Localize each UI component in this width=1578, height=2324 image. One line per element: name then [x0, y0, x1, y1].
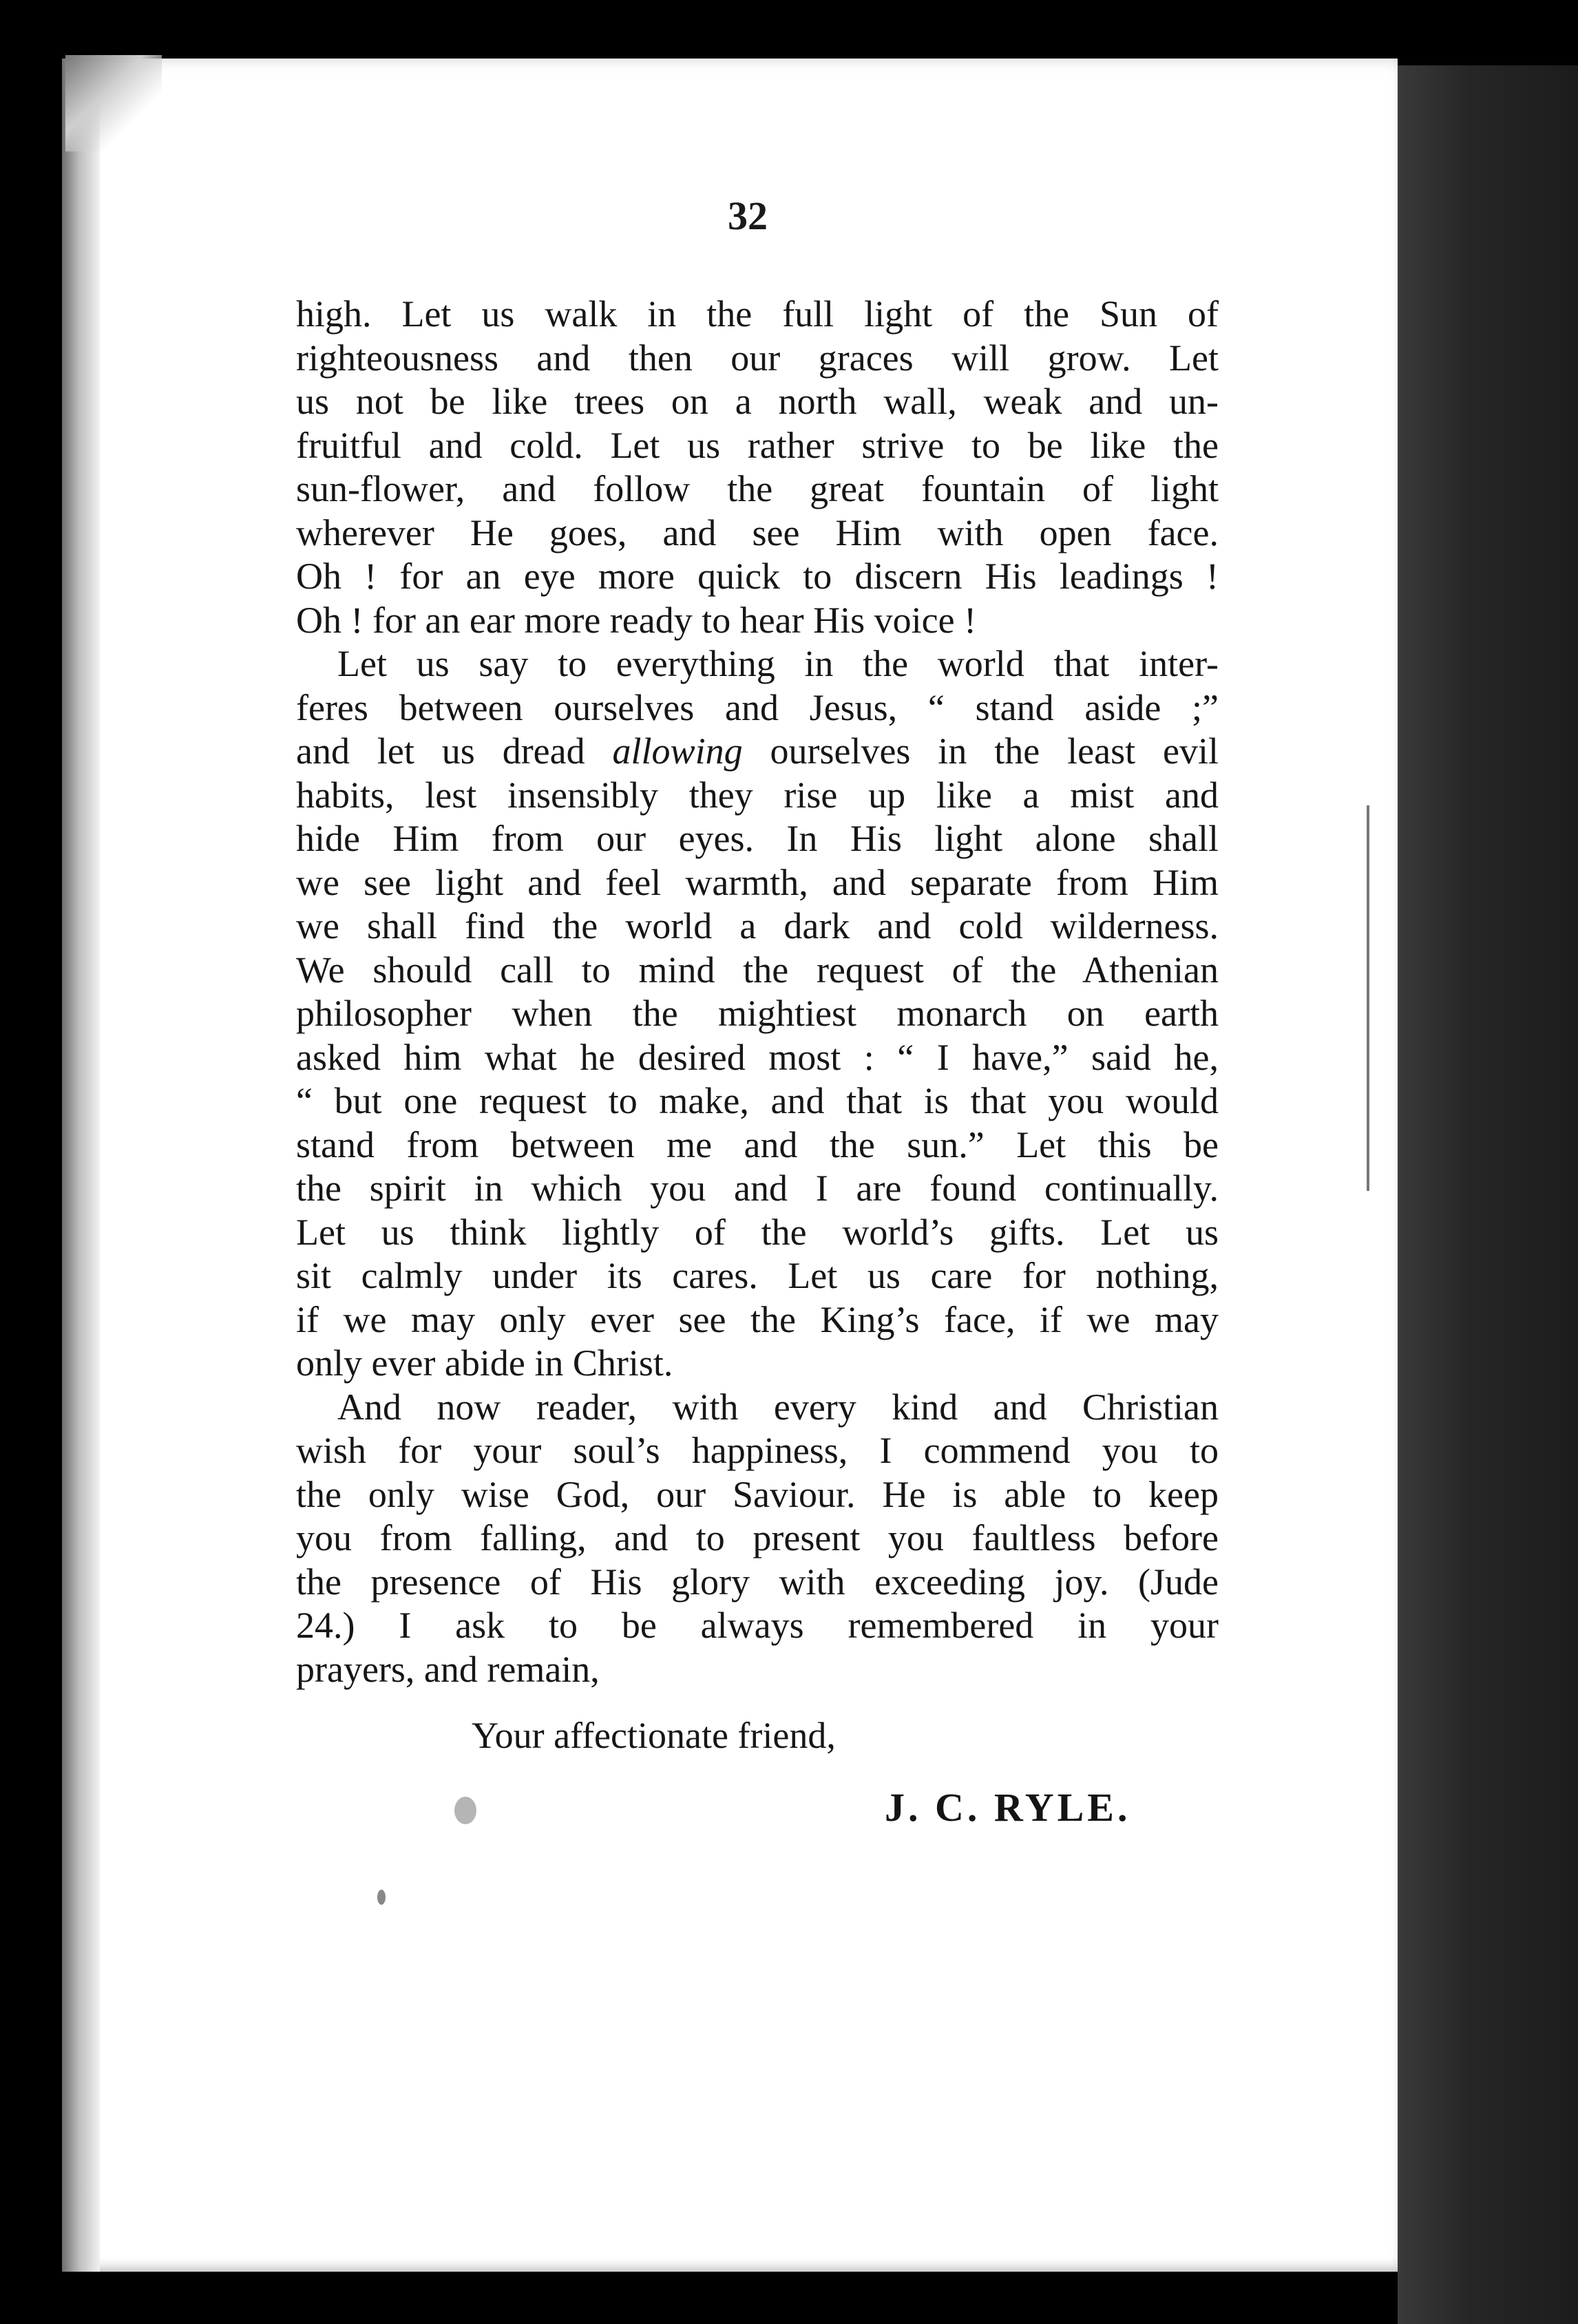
text-line: stand from between me and the sun.” Let this be — [296, 1123, 1219, 1165]
text-line: the spirit in which you and I are found continually. — [296, 1168, 1219, 1209]
text-line: We should call to mind the request of the Athenian — [296, 949, 1219, 991]
text-line: habits, lest insensibly they rise up like a mist and — [296, 774, 1219, 816]
page-number: 32 — [728, 193, 768, 238]
text-line: feres between ourselves and Jesus, “ stand aside ;” — [296, 686, 1219, 728]
paper-speck — [454, 1797, 476, 1824]
text-line: Oh ! for an eye more quick to discern His leadings ! — [296, 556, 1219, 597]
text-line: hide Him from our eyes. In His light alone shall — [296, 818, 1219, 859]
text-line: fruitful and cold. Let us rather strive to be like the — [296, 424, 1219, 466]
text-line: only ever abide in Christ. — [296, 1342, 673, 1384]
page-corner-fold — [65, 55, 162, 151]
text-line: wish for your soul’s happiness, I commend you to — [296, 1430, 1219, 1471]
text-line: the only wise God, our Saviour. He is able to keep — [296, 1473, 1219, 1515]
text-line: us not be like trees on a north wall, weak and un- — [296, 381, 1219, 422]
emphasis-word: allowing — [612, 730, 743, 772]
text-line: And now reader, with every kind and Christian — [337, 1386, 1219, 1428]
paper-speck — [377, 1890, 386, 1905]
page-body — [296, 293, 1219, 1691]
text-line: prayers, and remain, — [296, 1648, 600, 1690]
text-line: we see light and feel warmth, and separate from Him — [296, 861, 1219, 903]
letter-closing: Your affectionate friend, — [472, 1715, 836, 1756]
binding-thread — [1367, 805, 1424, 1191]
text-line: you from falling, and to present you faultless before — [296, 1517, 1219, 1559]
text-line: Let us say to everything in the world that inter- — [337, 643, 1219, 684]
author-signature: J. C. RYLE. — [885, 1785, 1131, 1830]
text-line: sit calmly under its cares. Let us care for nothing, — [296, 1255, 1219, 1296]
text-line: righteousness and then our graces will grow. Let — [296, 337, 1219, 379]
text-line: philosopher when the mightiest monarch on earth — [296, 993, 1219, 1034]
text-line: the presence of His glory with exceeding joy. (Jude — [296, 1561, 1219, 1603]
text-line: high. Let us walk in the full light of the Sun of — [296, 293, 1219, 335]
text-line: asked him what he desired most : “ I have,” said he, — [296, 1036, 1219, 1078]
text-line: “ but one request to make, and that is that you would — [296, 1080, 1219, 1121]
text-line: wherever He goes, and see Him with open face. — [296, 511, 1219, 553]
text-line: Let us think lightly of the world’s gifts. Let us — [296, 1211, 1219, 1253]
text-line: and let us dread allowing ourselves in the least evil — [296, 730, 1219, 772]
page-gutter-shadow — [62, 59, 100, 2272]
text-line: 24.) I ask to be always remembered in your — [296, 1605, 1219, 1646]
text-line: Oh ! for an ear more ready to hear His voice ! — [296, 599, 977, 641]
text-line: if we may only ever see the King’s face, if we may — [296, 1298, 1219, 1340]
book-cover-edge — [1398, 65, 1578, 2324]
text-line: we shall find the world a dark and cold wilderness. — [296, 905, 1219, 947]
text-line: sun-flower, and follow the great fountain of light — [296, 468, 1219, 509]
